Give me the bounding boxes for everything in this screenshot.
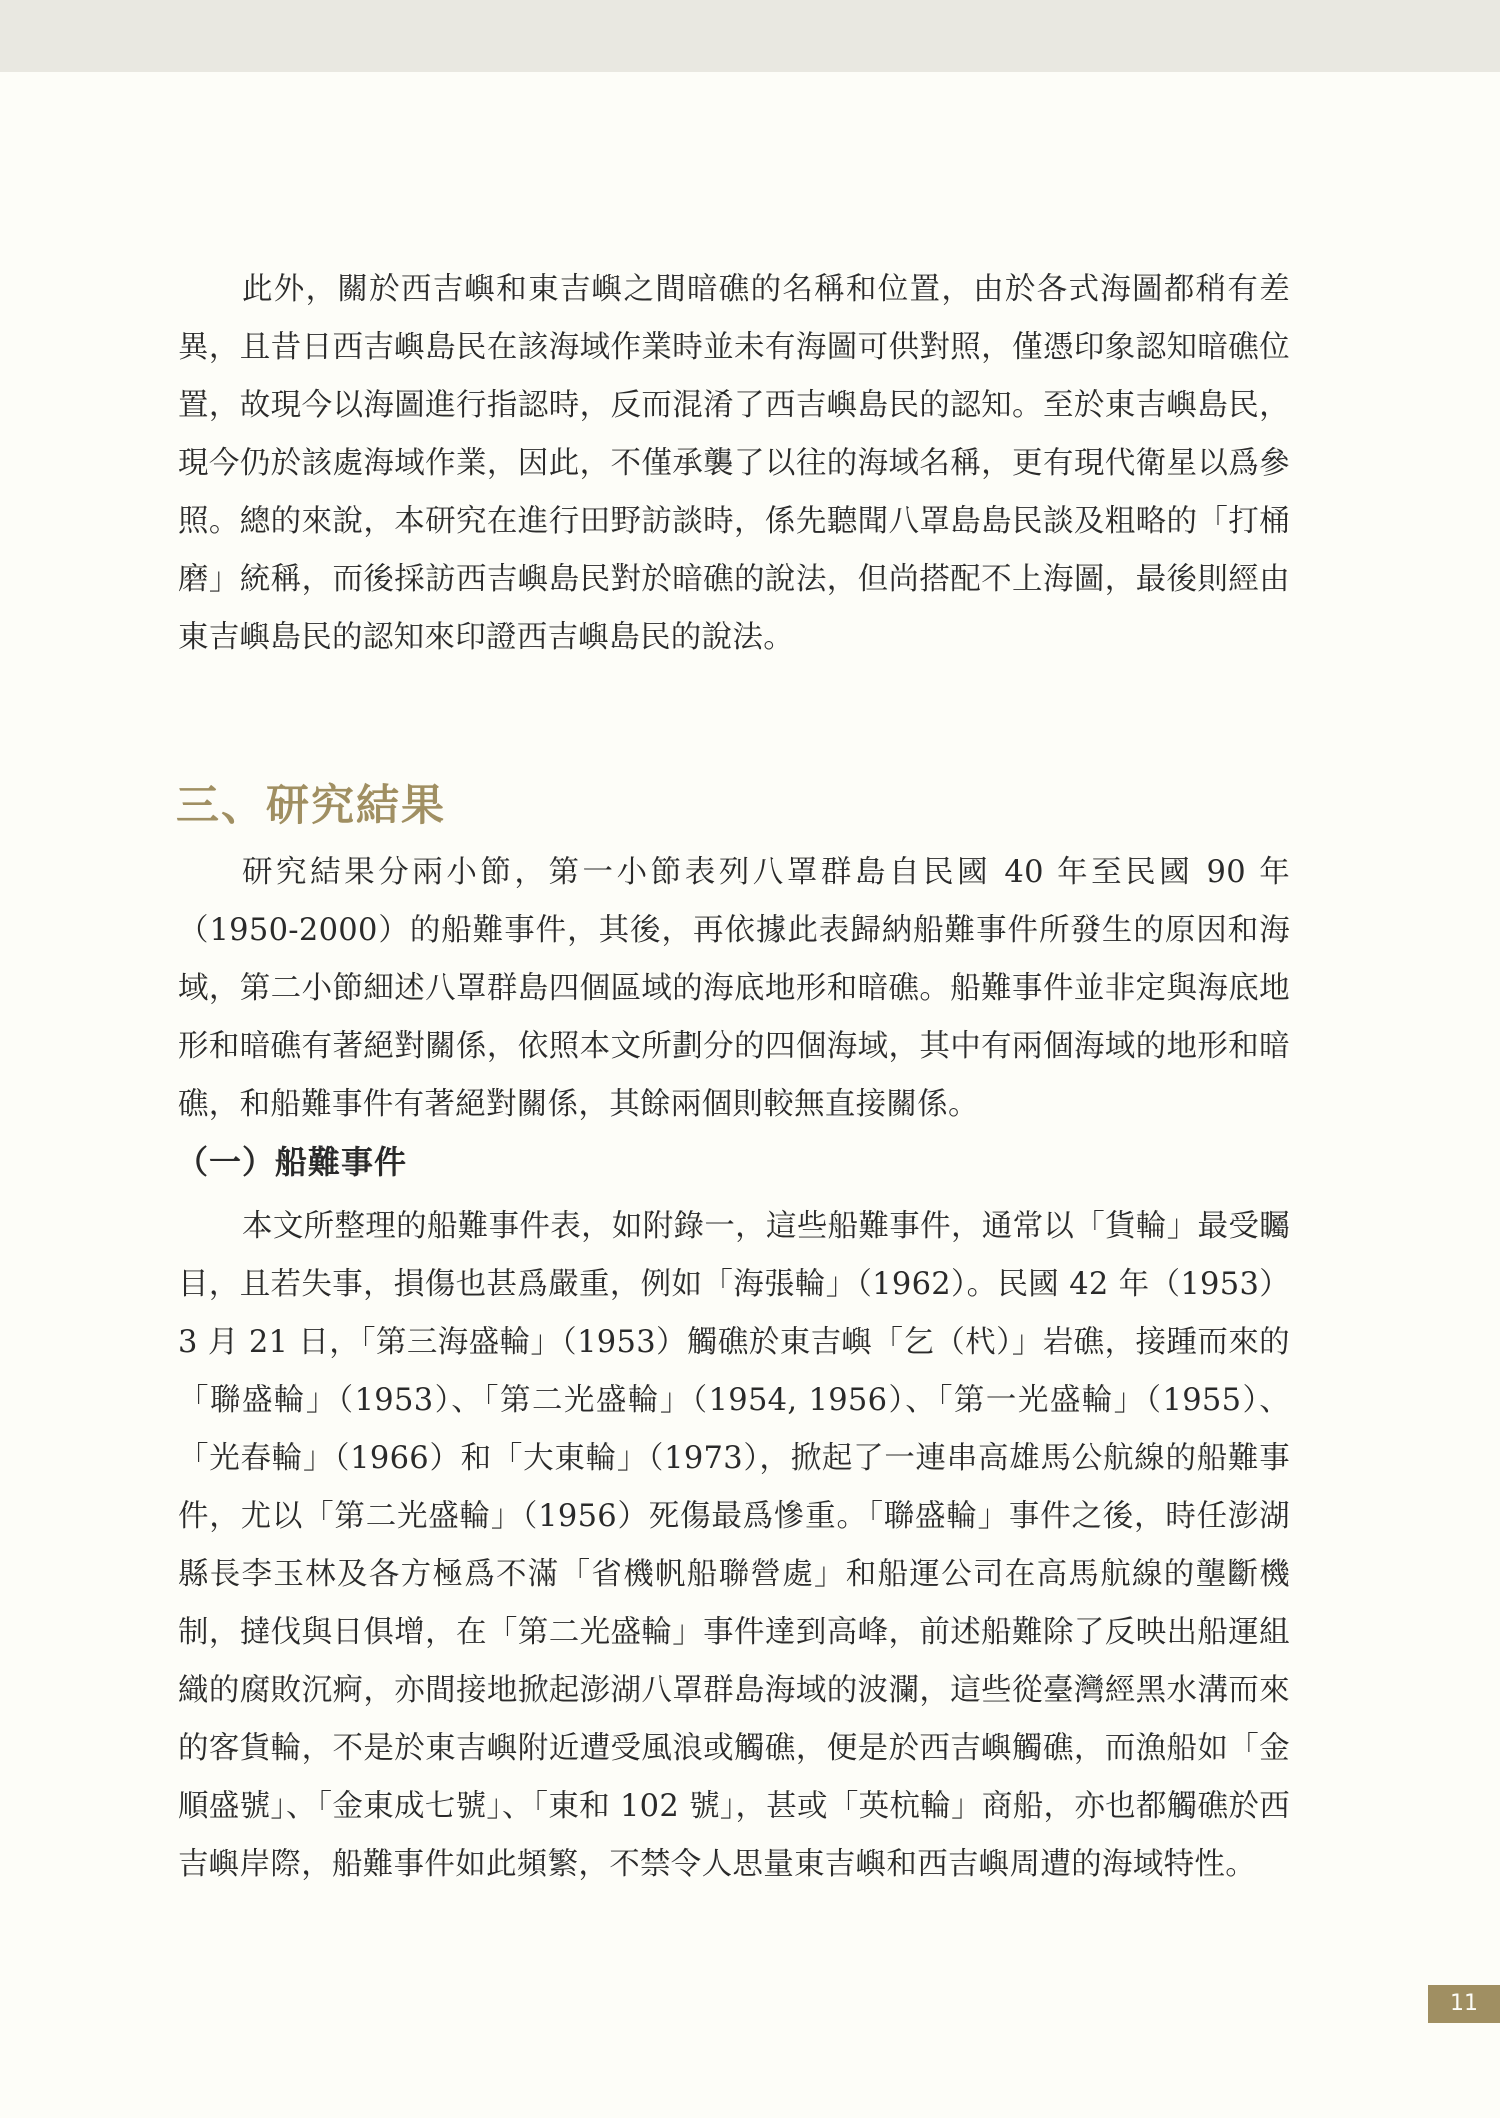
paragraph-intro: 此外，關於西吉嶼和東吉嶼之間暗礁的名稱和位置，由於各式海圖都稍有差異，且昔日西吉嶼島民在該海域作業時並未有海圖可供對照，僅憑印象認知暗礁位置，故現今以海圖進行指認時，反而混淆了西吉嶼島民的認知。至於東吉嶼島民，現今仍於該處海域作業，因此，不僅承襲了以往的海域名稱，更有現代衛星以爲參照。總的來說，本研究在進行田野訪談時，係先聽聞八罩島島民談及粗略的「打桶磨」統稱，而後採訪西吉嶼島民對於暗礁的說法，但尚搭配不上海圖，最後則經由東吉嶼島民的認知來印證西吉嶼島民的說法。 — [178, 272, 1290, 655]
subsection-heading: （一）船難事件 — [176, 1143, 408, 1181]
page-number: 11 — [1428, 1985, 1500, 2023]
paragraph-shipwreck: 本文所整理的船難事件表，如附錄一，這些船難事件，通常以「貨輪」最受矚目，且若失事，損傷也甚爲嚴重，例如「海張輪」（1962）。民國 42 年（1953）3 月 21 日，「第三海盛輪」（1953）觸礁於東吉嶼「乞（杙）」岩礁，接踵而來的「聯盛輪」（1953）、「第二光盛輪」（1954, 1956）、「第一光盛輪」（1955）、「光春輪」（1966）和「大東輪」（1973），掀起了一連串高雄馬公航線的船難事件，尤以「第二光盛輪」（1956）死傷最爲慘重。「聯盛輪」事件之後，時任澎湖縣長李玉林及各方極爲不滿「省機帆船聯營處」和船運公司在高馬航線的壟斷機制，撻伐與日俱增，在「第二光盛輪」事件達到高峰，前述船難除了反映出船運組織的腐敗沉痾，亦間接地掀起澎湖八罩群島海域的波瀾，這些從臺灣經黑水溝而來的客貨輪，不是於東吉嶼附近遭受風浪或觸礁，便是於西吉嶼觸礁，而漁船如「金順盛號」、「金東成七號」、「東和 102 號」，甚或「英杭輪」商船，亦也都觸礁於西吉嶼岸際，船難事件如此頻繁，不禁令人思量東吉嶼和西吉嶼周遭的海域特性。 — [178, 1209, 1290, 1882]
top-margin-band — [0, 0, 1500, 72]
section-heading: 三、研究結果 — [176, 781, 446, 831]
paragraph-results: 研究結果分兩小節，第一小節表列八罩群島自民國 40 年至民國 90 年（1950-2000）的船難事件，其後，再依據此表歸納船難事件所發生的原因和海域，第二小節細述八罩群島四個區域的海底地形和暗礁。船難事件並非定與海底地形和暗礁有著絕對關係，依照本文所劃分的四個海域，其中有兩個海域的地形和暗礁，和船難事件有著絕對關係，其餘兩個則較無直接關係。 — [178, 855, 1290, 1122]
